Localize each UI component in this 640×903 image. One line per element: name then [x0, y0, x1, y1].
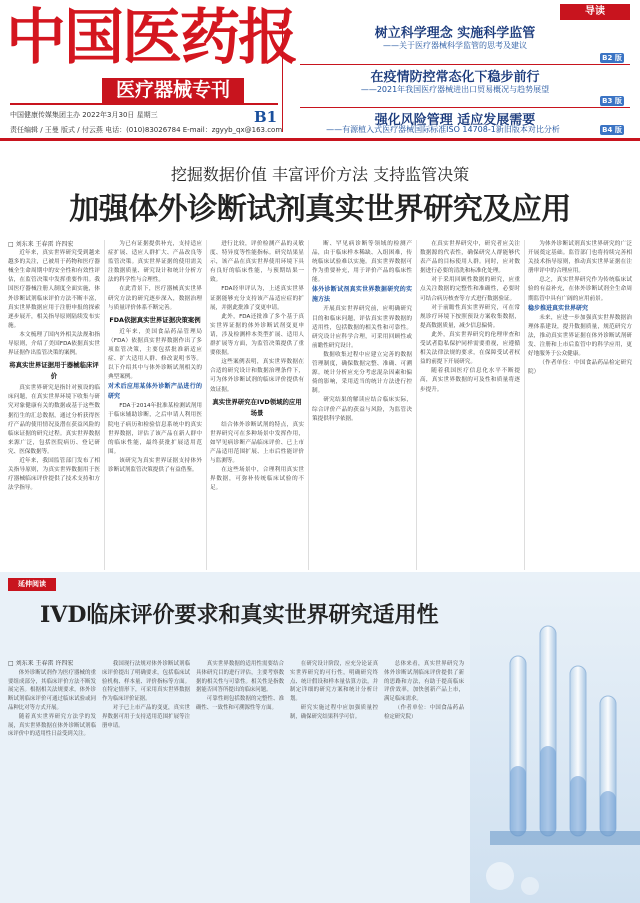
guide-divider [300, 107, 630, 108]
guide-item-sub: ——2021年我国医疗器械进出口贸易概况与趋势展望 [360, 85, 550, 94]
column-divider [104, 240, 105, 570]
extended-reading-title[interactable]: IVD临床评价要求和真实世界研究适用性 [40, 602, 439, 628]
extended-reading-column: 总体来看，真实世界研究为体外诊断试剂临床评价提供了新的思路和方法，有助于提高临床评价效率，加快创新产品上市，满足临床需求。 （作者单位：中国食品药品检定研究院） [384, 661, 464, 720]
lab-test-tubes-image [470, 576, 640, 903]
guide-item-tag[interactable]: B4 版 [600, 125, 624, 135]
guide-item-tag[interactable]: B2 版 [600, 53, 624, 63]
column-divider [206, 240, 207, 570]
masthead-rule [10, 103, 278, 105]
guide-item-title[interactable]: 强化风险管理 适应发展需要 [374, 113, 536, 128]
top-rule [0, 138, 640, 141]
guide-label: 导读 [560, 4, 630, 20]
section-subheading: 稳步推进真实世界研究 [528, 304, 589, 312]
masthead-contact: 责任编辑 / 王曼 版式 / 付云燕 电话：(010)83026784 E-mail：zgyyb_qx@163.com [10, 126, 283, 134]
guide-item-title[interactable]: 在疫情防控常态化下稳步前行 [370, 70, 540, 85]
guide-item-title[interactable]: 树立科学理念 实施科学监管 [374, 26, 536, 41]
section-heading: 将真实世界证据用于器械临床评价 [9, 361, 99, 381]
column-divider [416, 240, 417, 570]
guide-divider [300, 64, 630, 65]
article-headline[interactable]: 加强体外诊断试剂真实世界研究及应用 [69, 192, 571, 227]
masthead-subtitle: 医疗器械专刊 [102, 78, 244, 103]
article-column: 断、罕见病诊断等领域的检测产品，由于临床样本稀缺、入组困难，传统临床试验难以实施。真实世界数据可作为重要补充，用于评价产品的临床性能。 体外诊断试剂真实世界数据研究的实施方法 开展真实世界研究前，应明确研究目的和临床问题，评估真实世界数据的适用性，包括数据的相关性和可靠性。研究设计应科学合理，可采用回顾性或前瞻性研究设计。 数据收集过程中应建立完善的数据管理制度，确保数据完整、准确、可溯源。统计分析应充分考虑混杂因素和偏倚的影响，采用适当的统计方法进行控制。 研究结果的解读应结合临床实际，综合评价产品的获益与风险，为监管决策提供科学依据。 [312, 241, 412, 422]
article-kicker: 挖掘数据价值 丰富评价方法 支持监管决策 [170, 165, 470, 184]
extended-reading-column: 我国现行法规对体外诊断试剂临床评价提出了明确要求，包括临床试验机构、样本量、评价指标等方面。在特定情形下，可采用真实世界数据作为临床评价证据。 对于已上市产品的变更，真实世界数据可用于支持适用范围扩展等注册申请。 [102, 661, 190, 729]
extended-reading-authors: □ 刘东来 王春雷 许四宏 [8, 660, 74, 667]
extended-reading-column: 真实世界数据的适用性需要结合具体研究目的进行评估，主要考察数据的相关性与可靠性。相关性是指数据能否回答所提出的临床问题。 可靠性则包括数据的完整性、准确性、一致性和可溯源性等方面。 [196, 661, 284, 711]
column-divider [524, 240, 525, 570]
article-column: 进行比较，评价检测产品的灵敏度、特异度等性能指标。研究结果显示，该产品在真实世界使用环境下具有良好的临床性能，与预期结果一致。 FDA经审评认为，上述真实世界证据能够充分支持该产品适应症的扩展，并据此批准了变更申请。 此外，FDA还批准了多个基于真实世界证据的体外诊断试剂变更申请，涉及检测样本类型扩展、适用人群扩展等方面，为监管决策提供了重要依据。 这些案例表明，真实世界数据在合适的研究设计和数据治理条件下，可为体外诊断试剂的临床评价提供有效证据。 真实世界研究在IVD领域的应用场景 结合体外诊断试剂的特点，真实世界研究可在多种场景中发挥作用，如罕见病诊断产品临床评价、已上市产品适用范围扩展、上市后性能评价与监测等。 在这些场景中，合理利用真实世界数据，可弥补传统临床试验的不足。 [210, 241, 304, 492]
section-heading: 真实世界研究在IVD领域的应用场景 [212, 397, 302, 417]
article-column: 在真实世界研究中，研究者应关注数据源的代表性，确保研究人群能够代表产品的目标使用人群。同时，应对数据进行必要的清洗和标准化处理。 对于采用回顾性数据的研究，应重点关注数据的完整性和准确性，必要时可结合病历核查等方式进行数据验证。 对于前瞻性真实世界研究，可在常规诊疗环境下按照预设方案收集数据，提高数据质量，减少信息偏倚。 此外，真实世界研究的伦理审查和受试者隐私保护同样需要重视，应遵循相关法律法规的要求，在保障受试者权益的前提下开展研究。 随着我国医疗信息化水平不断提高，真实世界数据的可及性和质量将逐步提升。 [420, 241, 520, 393]
section-subheading: 对术后应用某体外诊断产品进行的研究 [108, 383, 202, 401]
article-column: 为已有证据提供补充，支持适应症扩展、适应人群扩大、产品改良等监管决策。真实世界证据的使用需关注数据质量、研究设计和统计分析方法的科学性与合理性。 在此背景下，医疗器械真实世界研究方法的研究逐步深入，数据治理与质量评价体系不断完善。 FDA依据真实世界证据决策案例 近年来，美国食品药品管理局（FDA）依据真实世界数据作出了多项监管决策，主要包括批准新适应症、扩大适用人群、修改说明书等。以下介绍其中与体外诊断试剂相关的典型案例。 对术后应用某体外诊断产品进行的研究 FDA于2014年批准某检测试剂用于临床辅助诊断，之后申请人利用医院电子病历和检验信息系统中的真实世界数据，评估了该产品在新人群中的临床性能，最终获批扩展适用范围。 该研究为真实世界证据支持体外诊断试剂监管决策提供了有益借鉴。 [108, 241, 202, 473]
article-column: □ 刘东来 王春雷 许四宏 近年来，真实世界研究受到越来越多的关注，已被用于药物和医疗器械全生命周期中的安全性和有效性评估，在监管决策中发挥重要作用。我国医疗器械注册人制度全面实施，体外诊断试剂临床评价方法不断丰富，真实世界数据应用于注册申报的探索逐步展开，相关指导原则陆续发布实施。 本文梳理了国内外相关法规和指导原则，介绍了美国FDA依据真实世界证据作出监管决策的案例。 将真实世界证据用于器械临床评价 真实世界研究是指针对预设的临床问题，在真实世界环境下收集与研究对象健康有关的数据或基于这些数据衍生的汇总数据，通过分析获得医疗产品的使用情况及潜在获益风险的临床证据的研究过程。真实世界数据来源广泛，包括医院病历、登记研究、医保数据等。 近年来，我国监管部门发布了相关指导原则，为真实世界数据用于医疗器械临床评价提供了技术支持和方法学指导。 [8, 241, 100, 492]
column-divider [308, 240, 309, 570]
guide-item-sub: ——关于医疗器械科学监管的思考及建议 [383, 41, 527, 50]
article-column: 为体外诊断试剂真实世界研究的广泛开展奠定基础。监管部门也将持续完善相关技术指导原则，推动真实世界证据在注册审评中的合理应用。 总之，真实世界研究作为传统临床试验的有益补充，在体外诊断试剂全生命周期监管中具有广阔的应用前景。 稳步推进真实世界研究 未来，应进一步加强真实世界数据治理体系建设，提升数据质量，规范研究方法，推动真实世界证据在体外诊断试剂研发、注册和上市后监管中的科学应用，更好地服务于公众健康。 （作者单位：中国食品药品检定研究院） [528, 241, 632, 376]
masthead-info: 中国健康传媒集团主办 2022年3月30日 星期三 [10, 111, 158, 119]
guide-item-tag[interactable]: B3 版 [600, 96, 624, 106]
extended-reading-tag: 延伸阅读 [8, 578, 56, 591]
page-code: B1 [254, 108, 278, 126]
section-subheading: 体外诊断试剂真实世界数据研究的实施方法 [312, 286, 412, 304]
masthead-title: 中国医药报 [6, 3, 296, 73]
article-authors: □ 刘东来 王春雷 许四宏 [8, 241, 74, 248]
guide-item-sub: ——有源植入式医疗器械国际标准ISO 14708-1新旧版本对比分析 [326, 125, 560, 134]
section-heading: FDA依据真实世界证据决策案例 [109, 315, 201, 324]
extended-reading-column: □ 刘东来 王春雷 许四宏 体外诊断试剂作为医疗器械的重要组成部分，其临床评价方法不断发展完善。根据相关法规要求，体外诊断试剂临床评价可通过临床试验或同品种比对等方式开展。 随着真实世界研究方法学的发展，真实世界数据在体外诊断试剂临床评价中的适用性日益受到关注。 [8, 660, 96, 738]
extended-reading-column: 在研究设计阶段，应充分论证真实世界研究的可行性，明确研究终点、统计假设和样本量估算方法，并制定详细的研究方案和统计分析计划。 研究实施过程中应加强质量控制，确保研究结果科学可信。 [290, 661, 378, 720]
